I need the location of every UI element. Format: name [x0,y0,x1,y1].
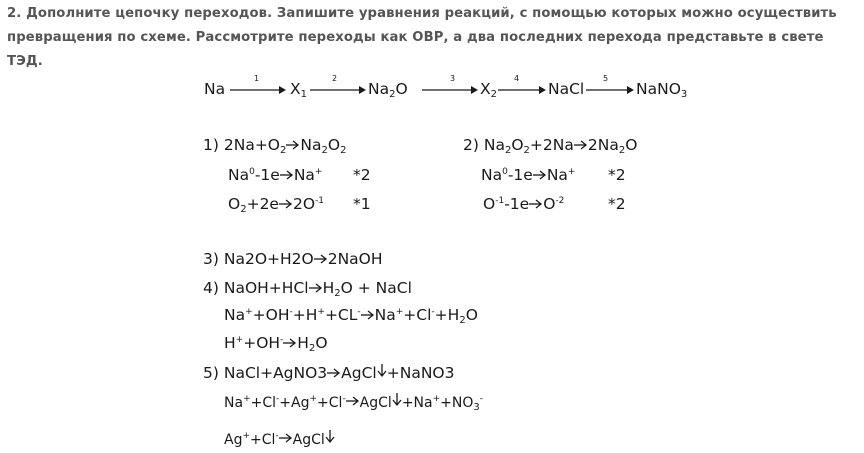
arrow-icon [279,431,293,447]
chain-node-x1: $X_1$ [290,80,307,100]
chain-arrow-4 [498,86,546,94]
reaction-2-coef-1: *2 [608,166,626,184]
reaction-4-equation: 4) NaOH+HCl $H_2O$ + NaCl [203,279,412,299]
reaction-1-equation: 1) $2Na+O_2$ $Na_2O_2$ [203,136,347,156]
reaction-1-electron-balance-2: $O_2+2e$ $2O^{-1}$ [228,195,325,215]
chain-node-x2: $X_2$ [480,80,497,100]
arrow-icon [314,250,328,268]
arrow-icon [309,279,323,297]
task-instructions: 2. Дополните цепочку переходов. Запишите уравнения реакций, с помощью которых можно осуществить превращения по схеме. Рассмотрите переходы как ОВР, а два последних перехода представьте в свете ТЭД. [7,6,837,69]
reaction-5-ionic-short: Ag++Cl- AgCl [224,431,335,449]
reaction-2-electron-balance-2: $O^{-1}-1e$ $O^{-2}$ [483,195,565,213]
chain-step-4: 4 [514,74,520,83]
arrow-icon [529,195,543,213]
arrow-icon [286,136,300,154]
chain-node-nano3: NaNO$_3$ [636,80,688,100]
chain-node-na2o: $Na_2O$ [368,80,408,100]
chain-step-3: 3 [450,74,456,83]
arrow-icon [346,394,360,410]
arrow-icon [327,364,341,382]
arrow-icon [283,334,297,352]
chain-arrow-3 [422,86,478,94]
precipitate-arrow-icon [392,393,402,411]
precipitate-arrow-icon [325,430,335,448]
reaction-4-ionic-short: H++OH- $H_2O$ [224,334,328,354]
reaction-2-electron-balance-1: Na$^0$-1e Na+ [481,166,576,184]
reaction-2-equation: 2) $Na_2O_2+2Na$ $2Na_2O$ [463,136,638,156]
reaction-5-ionic-full: Na++Cl-+Ag++Cl- AgCl $+Na^++NO_3^-$ [224,394,484,413]
arrow-icon [533,166,547,184]
chain-arrow-5 [586,86,634,94]
chain-arrow-1 [230,86,286,94]
chain-step-5: 5 [603,74,609,83]
chain-step-1: 1 [254,74,260,83]
arrow-icon [280,166,294,184]
reaction-1-coef-1: *2 [353,166,371,184]
chain-arrow-2 [310,86,366,94]
reaction-4-ionic-full: Na++OH-+H++CL- $Na^++Cl^-+H_2O$ [224,306,478,326]
precipitate-arrow-icon [377,364,387,382]
reaction-1-coef-2: *1 [353,195,371,213]
arrow-icon [574,136,588,154]
chain-step-2: 2 [332,74,338,83]
reaction-3-equation: 3) Na2O+H2O 2NaOH [203,250,383,268]
chain-node-nacl: NaCl [548,80,585,98]
reaction-5-equation: 5) NaCl+AgNO3 AgCl +NaNO3 [203,364,455,382]
reaction-1-electron-balance-1: Na$^0$-1e Na+ [228,166,323,184]
arrow-icon [279,195,293,213]
reaction-2-coef-2: *2 [608,195,626,213]
arrow-icon [361,306,375,324]
chain-node-na: Na [204,80,226,98]
